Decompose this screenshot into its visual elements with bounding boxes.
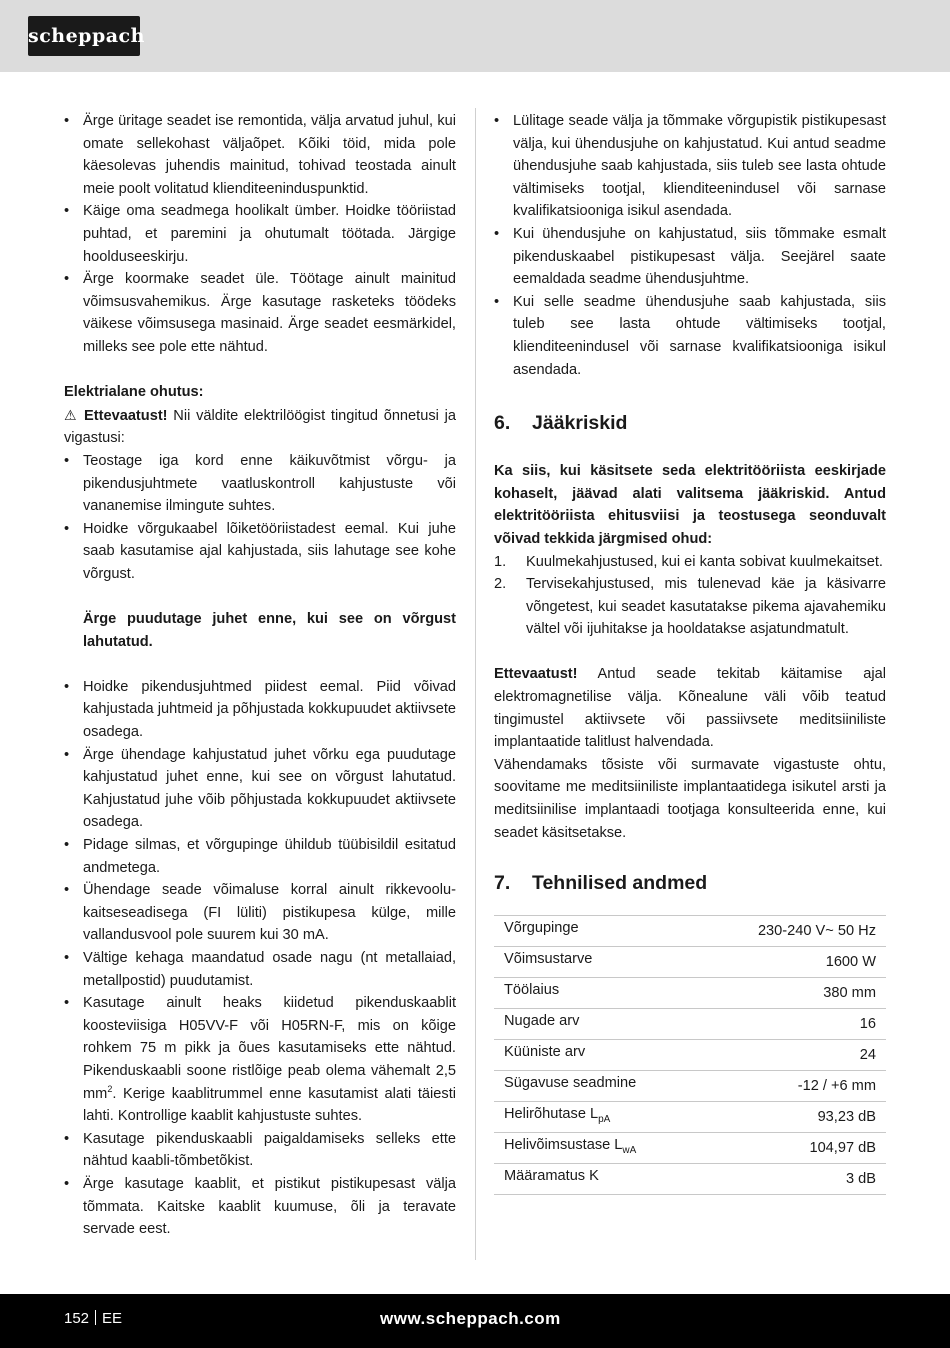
right-column — [494, 110, 886, 1195]
technical-data-table — [494, 915, 886, 1195]
page-number: 152 EE — [64, 1310, 123, 1327]
list-item: • Ärge üritage seadet ise remontida, välja arvatud juhul, kui omate sellekohast väljaõpet. Kõiki töid, mida pole käesolevas juhendis mainitud, tohivad teostada ainult meie poolt volitatud klienditeeninduspunktid. — [64, 110, 456, 200]
section-6-heading: 6. Jääkriskid — [494, 412, 628, 435]
emf-caution: Ettevaatust! Antud seade tekitab käitamise ajal elektromagnetilise välja. Kõnealune väli võib teatud tingimustel aktiivsete või passiivsete meditsiiniliste implantaatide talitlust halvendada. — [494, 666, 886, 751]
bold-notice: Ärge puudutage juhet enne, kui see on võrgust lahutatud. — [83, 611, 456, 650]
emf-caution-advice: Vähendamaks tõsiste või surmavate vigastuste ohtu, soovitame me meditsiiniliste implantaatidega isikutel arsti ja meditsiinilise implantaadi tootjaga konsulteerida enne, kui seadet käsitsetakse. — [494, 756, 886, 841]
warning-text: Nii väldite elektrilöögist tingitud õnnetusi ja vigastusi: — [64, 407, 456, 447]
list-item: 2. Tervisekahjustused, mis tulenevad käe ja käsivarre võngetest, kui seadet kasutatakse pikema ajavahemiku vältel või ijuhitakse ja hooldatakse asjatundmatult. — [494, 576, 886, 638]
list-item: • Kasutage pikenduskaabli paigaldamiseks selleks ette nähtud kaabli-tõmbetõkist. — [64, 1128, 456, 1173]
page-footer — [0, 1294, 950, 1348]
list-item: 1. Kuulmekahjustused, kui ei kanta sobivat kuulmekaitset. — [494, 553, 883, 570]
list-item: • Kui ühendusjuhe on kahjustatud, siis tõmmake esmalt pikenduskaabel pistikupesast välja. Seejärel saate eemaldada seadme ühendusjuhtme. — [494, 223, 886, 291]
column-divider — [475, 108, 476, 1260]
list-item: • Pidage silmas, et võrgupinge ühildub tüübisildil esitatud andmetega. — [64, 834, 456, 879]
residual-risk-list — [494, 551, 886, 641]
list-item: • Käige oma seadmega hoolikalt ümber. Hoidke tööriistad puhtad, et paremini ja ohutumalt töötada. Järgige hoolduseeskirju. — [64, 200, 456, 268]
cable-damage-list — [494, 110, 886, 381]
left-column — [64, 110, 456, 1241]
list-item: • Ärge kasutage kaablit, et pistikut pistikupesast välja tõmmata. Kaitske kaablit kuumuse, õli ja teravate servade eest. — [64, 1173, 456, 1241]
list-item: • Ärge koormake seadet üle. Töötage ainult mainitud võimsusvahemikus. Ärge kasutage rasketeks töödeks väikese võimsusega masinaid. Ärge seadet eesmärkidel, milleks see pole ette nähtud. — [64, 268, 456, 358]
language-code: EE — [102, 1310, 123, 1327]
list-item: • Teostage iga kord enne käikuvõtmist võrgu- ja pikendusjuhtmete vaatluskontroll kahjustuste või vananemise ilmingute suhtes. — [64, 450, 456, 518]
cable-list — [64, 676, 456, 1241]
table-row: Nugade arv 16 — [494, 1009, 886, 1040]
brand-logo — [28, 16, 145, 56]
list-item: • Lülitage seade välja ja tõmmake võrgupistik pistikupesast välja, kui ühendusjuhe on kahjustatud. Kui antud seadme ühendusjuhe saab kahjustada, siis tuleb see lasta ohtude vältimiseks tootjal, klienditeenindusel või sarnase kvalifikatsiooniga isikul asendada. — [494, 110, 886, 223]
list-item-extension-cable: • Kasutage ainult heaks kiidetud pikenduskaablit koosteviisiga H05VV-F või H05RN-F, mis on kõige rohkem 75 m pikk ja õues kasutamiseks ette nähtud. Pikenduskaabli soone ristlõige peab olema vähemalt 2,5 $mm^2$. Kerige kaablitrummel enne kasutamist alati täiesti lahti. Kontrollige kaablit kahjustuste suhtes. — [64, 992, 456, 1128]
table-row: Helirõhutase $L_{pA}$ 93,23 dB — [494, 1102, 886, 1133]
table-row: Määramatus K 3 dB — [494, 1164, 886, 1195]
table-row: Võimsustarve 1600 W — [494, 947, 886, 978]
table-row: Sügavuse seadmine -12 / +6 mm — [494, 1071, 886, 1102]
table-row: Võrgupinge 230-240 V~ 50 Hz — [494, 916, 886, 947]
list-item: • Ühendage seade võimaluse korral ainult rikkevoolu-kaitseseadisega (FI lüliti) pistikupesa külge, mille vallandusvool pole suurem kui 30 mA. — [64, 879, 456, 947]
header-band — [0, 0, 950, 72]
table-row: Töölaius 380 mm — [494, 978, 886, 1009]
table-row: Helivõimsustase $L_{wA}$ 104,97 dB — [494, 1133, 886, 1164]
list-item: • Kui selle seadme ühendusjuhe saab kahjustada, siis tuleb see lasta ohtude vältimiseks tootjal, klienditeenindusel või sarnase kvalifikatsiooniga isikul asendada. — [494, 291, 886, 381]
electrical-safety-heading: Elektrialane ohutus: — [64, 384, 204, 401]
list-item: • Hoidke pikendusjuhtmed piidest eemal. Piid võivad kahjustada juhtmeid ja põhjustada kokkupuudet aktiivsete osadega. — [64, 676, 456, 744]
brand-logo-text: scheppach — [28, 25, 145, 47]
electrical-list — [64, 450, 456, 586]
website-url: www.scheppach.com — [380, 1309, 561, 1328]
safety-list-top — [64, 110, 456, 359]
list-item: • Vältige kehaga maandatud osade nagu (nt metallaiad, metallpostid) puudutamist. — [64, 947, 456, 992]
caution-label: Ettevaatust! — [494, 666, 578, 683]
table-row: Küüniste arv 24 — [494, 1040, 886, 1071]
electrical-warning — [64, 404, 456, 450]
residual-risk-intro: Ka siis, kui käsitsete seda elektritööriista eeskirjade kohaselt, jäävad alati valitsema jääkriskid. Antud elektritööriista ehitusviisi ja teostusega seonduvalt võivad tekkida järgmised ohud: — [494, 463, 886, 547]
warning-label: Ettevaatust! — [84, 407, 168, 424]
list-item: • Ärge ühendage kahjustatud juhet võrku ega puudutage kahjustatud juhet enne, kui see on võrgust lahutatud. Kahjustatud juhe võib põhjustada kokkupuudet aktiivsete osadega. — [64, 744, 456, 834]
list-item: • Hoidke võrgukaabel lõiketööriistadest eemal. Kui juhe saab kasutamise ajal kahjustada, siis lahutage see kohe võrgust. — [64, 518, 456, 586]
warning-triangle-icon: ⚠ — [64, 406, 79, 423]
section-7-heading: 7. Tehnilised andmed — [494, 872, 708, 895]
